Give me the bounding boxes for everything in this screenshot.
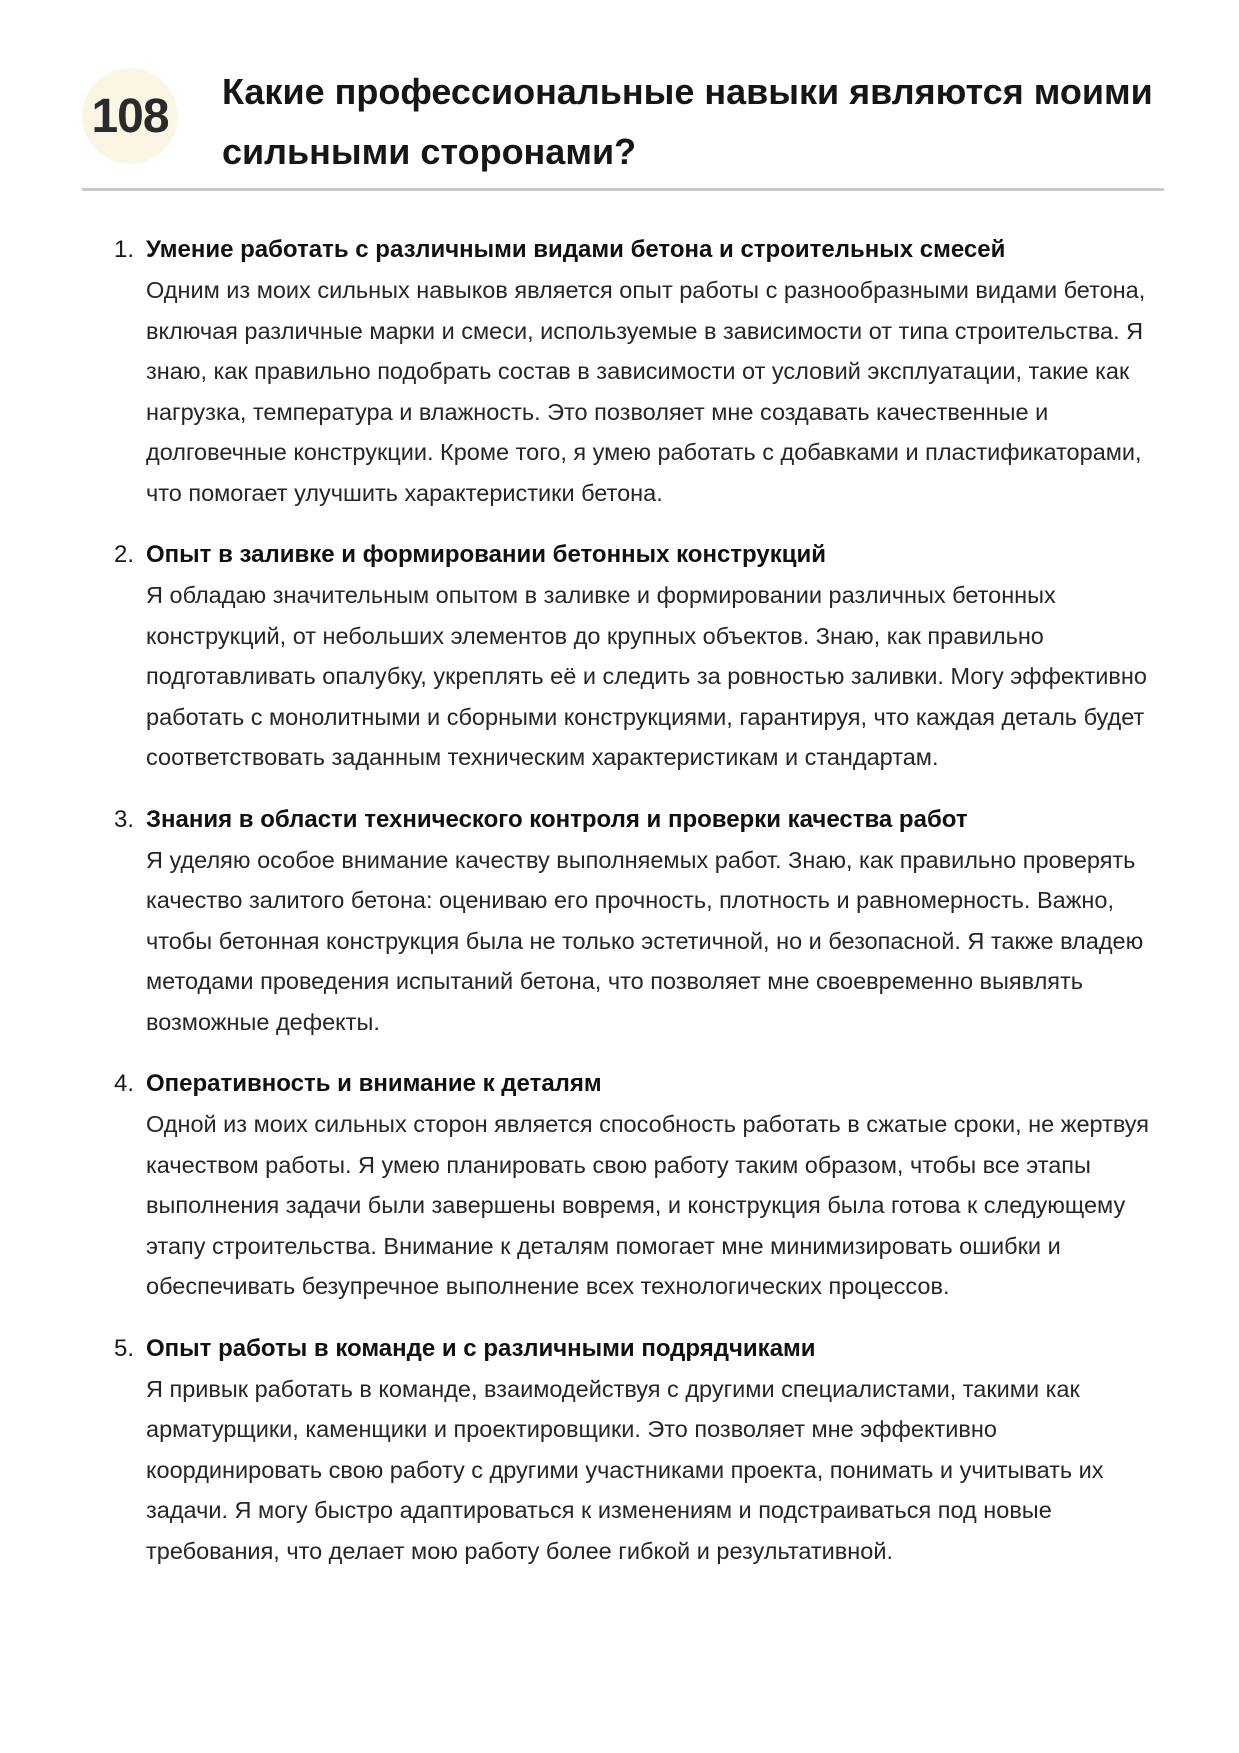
item-text: Я привык работать в команде, взаимодействуя с другими специалистами, такими как арматурщики, каменщики и проектировщики. Это позволяет мне эффективно координировать свою работу с другими участниками проекта, понимать и учитывать их задачи. Я могу быстро адаптироваться к изменениям и подстраиваться под новые требования, что делает мою работу более гибкой и результативной. (146, 1375, 1104, 1564)
question-number-badge: 108 (82, 68, 178, 164)
list-item (114, 535, 1164, 778)
item-text: Я обладаю значительным опытом в заливке и формировании различных бетонных конструкций, от небольших элементов до крупных объектов. Знаю, как правильно подготавливать опалубку, укреплять её и следить за ровностью заливки. Могу эффективно работать с монолитными и сборными конструкциями, гарантируя, что каждая деталь будет соответствовать заданным техническим характеристикам и стандартам. (146, 582, 1147, 770)
skills-list (114, 230, 1164, 1593)
item-text: Одним из моих сильных навыков является опыт работы с разнообразными видами бетона, включая различные марки и смеси, используемые в зависимости от типа строительства. Я знаю, как правильно подобрать состав в зависимости от условий эксплуатации, такие как нагрузка, температура и влажность. Это позволяет мне создавать качественные и долговечные конструкции. Кроме того, я умею работать с добавками и пластификаторами, что помогает улучшить характеристики бетона. (146, 277, 1146, 506)
item-title: Умение работать с различными видами бетона и строительных смесей (146, 236, 1006, 263)
item-number: 2. (114, 541, 135, 568)
header-divider (82, 188, 1164, 191)
item-title: Опыт работы в команде и с различными подрядчиками (146, 1334, 816, 1362)
item-title: Знания в области технического контроля и проверки качества работ (146, 805, 968, 833)
list-item (114, 230, 1164, 513)
page-header (82, 52, 1164, 190)
list-item (114, 1329, 1164, 1572)
item-number: 3. (114, 805, 135, 833)
list-item (114, 800, 1164, 1043)
item-text: Одной из моих сильных сторон является способность работать в сжатые сроки, не жертвуя качеством работы. Я умею планировать свою работу таким образом, чтобы все этапы выполнения задачи были завершены вовремя, и конструкция была готова к следующему этапу строительства. Внимание к деталям помогает мне минимизировать ошибки и обеспечивать безупречное выполнение всех технологических процессов. (146, 1111, 1150, 1299)
item-text: Я уделяю особое внимание качеству выполняемых работ. Знаю, как правильно проверять качество залитого бетона: оцениваю его прочность, плотность и равномерность. Важно, чтобы бетонная конструкция была не только эстетичной, но и безопасной. Я также владею методами проведения испытаний бетона, что позволяет мне своевременно выявлять возможные дефекты. (146, 846, 1144, 1035)
item-number: 1. (114, 236, 135, 263)
item-number: 4. (114, 1070, 135, 1097)
item-title: Оперативность и внимание к деталям (146, 1070, 602, 1097)
item-number: 5. (114, 1334, 135, 1362)
item-title: Опыт в заливке и формировании бетонных конструкций (146, 541, 827, 568)
page-title: Какие профессиональные навыки являются моими сильными сторонами? (222, 71, 1153, 172)
list-item (114, 1064, 1164, 1307)
